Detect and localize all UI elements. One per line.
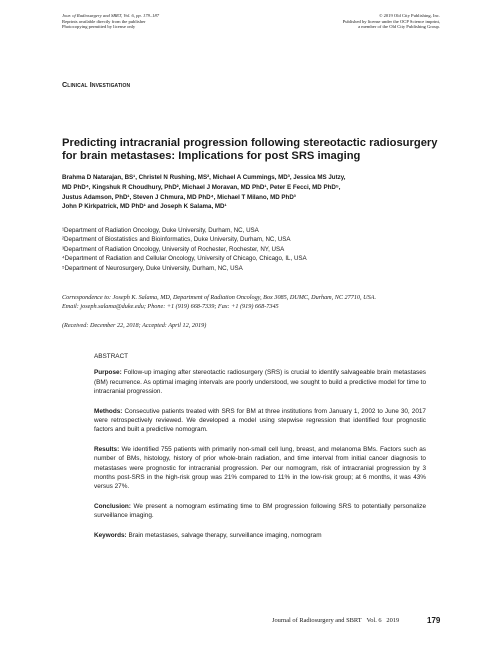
photocopy-note: Photocopying permitted by license only <box>62 24 136 30</box>
author-list <box>62 173 452 212</box>
copyright-line: © 2019 Old City Publishing, Inc. <box>378 13 440 18</box>
received-dates: (Received: December 22, 2018; Accepted: April 12, 2019) <box>62 322 207 329</box>
methods-label: Methods: <box>94 407 123 415</box>
journal-citation: Jour. of Radiosurgery and SBRT, Vol. 6, pp. 179–187 <box>62 13 160 18</box>
license-line: Published by license under the OCP Science imprint, <box>342 18 440 24</box>
author-line: MD PhD⁴, Kingshuk R Choudhury, PhD², Michael J Moravan, MD PhD¹, Peter E Fecci, MD PhD⁵, <box>62 183 341 191</box>
header-right <box>343 13 440 30</box>
results-text: We identified 755 patients with primarily non-small cell lung, breast, and melanoma BMs. Factors such as number of BMs, histology, history of prior whole-brain radiation, and time interval from initial cancer diagnosis to metastases were prognostic for intracranial progression. Per our nomogram, risk of intracranial progression by 3 months post-SRS in the high-risk group was 21% compared to 11% in the low-risk group; at 6 months, it was 43% versus 27%. <box>94 445 426 491</box>
keywords-label: Keywords: <box>94 531 127 539</box>
purpose-label: Purpose: <box>94 369 122 377</box>
correspondence-address: Correspondence to: Joseph K. Salama, MD, Department of Radiation Oncology, Box 3085, DUMC, Durham, NC 27710, USA. <box>62 294 376 301</box>
affiliation: ⁵Department of Neurosurgery, Duke University, Durham, NC, USA <box>62 264 243 272</box>
correspondence-contact: Email: joseph.salama@duke.edu; Phone: +1 (919) 668-7339; Fax: +1 (919) 668-7345 <box>62 302 279 310</box>
affiliation: ²Department of Biostatistics and Bioinformatics, Duke University, Durham, NC, USA <box>62 236 291 244</box>
footer-journal <box>272 617 399 624</box>
section-label: Clinical Investigation <box>62 80 131 89</box>
title-line: Predicting intracranial progression following stereotactic radiosurgery <box>62 137 438 149</box>
abstract-methods <box>94 407 426 435</box>
methods-text: Consecutive patients treated with SRS for BM at three institutions from January 1, 2002 to June 30, 2017 were retrospectively reviewed. We developed a model using stepwise regression that identified four prognostic factors and built a predictive nomogram. <box>94 407 426 434</box>
conclusion-text: We present a nomogram estimating time to BM progression following SRS to potentially personalize surveillance imaging. <box>94 502 426 520</box>
author-line: John P Kirkpatrick, MD PhD¹ and Joseph K Salama, MD¹ <box>62 203 227 211</box>
abstract-heading: ABSTRACT <box>94 353 129 360</box>
conclusion-label: Conclusion: <box>94 502 131 510</box>
title-line: for brain metastases: Implications for post SRS imaging <box>62 149 361 162</box>
footer-year: 2019 <box>386 617 400 624</box>
affiliation: ¹Department of Radiation Oncology, Duke University, Durham, NC, USA <box>62 227 259 234</box>
correspondence <box>62 294 462 311</box>
publisher-group-line: a member of the Old City Publishing Group. <box>358 24 440 30</box>
purpose-text: Follow-up imaging after stereotactic radiosurgery (SRS) is crucial to identify salvageable brain metastases (BM) recurrence. As optimal imaging intervals are poorly understood, we sought to build a predictive model for time to intracranial progression. <box>94 369 426 396</box>
article-title <box>62 137 452 162</box>
abstract-keywords <box>94 531 426 540</box>
affiliation: ⁴Department of Radiation and Cellular Oncology, University of Chicago, Chicago, IL, USA <box>62 255 307 263</box>
abstract <box>94 352 426 550</box>
results-label: Results: <box>94 445 120 453</box>
author-line: Justus Adamson, PhD¹, Steven J Chmura, MD PhD⁴, Michael T Milano, MD PhD³ <box>62 193 296 201</box>
page-number: 179 <box>427 616 441 625</box>
header-left <box>62 13 159 30</box>
reprints-note: Reprints available directly from the publisher <box>62 18 146 24</box>
affiliation-list <box>62 226 452 273</box>
footer-volume: Vol. 6 <box>366 617 382 624</box>
abstract-conclusion <box>94 502 426 521</box>
keywords-text: Brain metastases, salvage therapy, surveillance imaging, nomogram <box>126 531 322 539</box>
abstract-purpose <box>94 368 426 396</box>
author-line: Brahma D Natarajan, BS¹, Christel N Rushing, MS², Michael A Cummings, MD³, Jessica MS Jutzy, <box>62 174 346 181</box>
footer-journal-name: Journal of Radiosurgery and SBRT <box>272 617 362 624</box>
abstract-results <box>94 445 426 492</box>
affiliation: ³Department of Radiation Oncology, University of Rochester, Rochester, NY, USA <box>62 245 285 253</box>
